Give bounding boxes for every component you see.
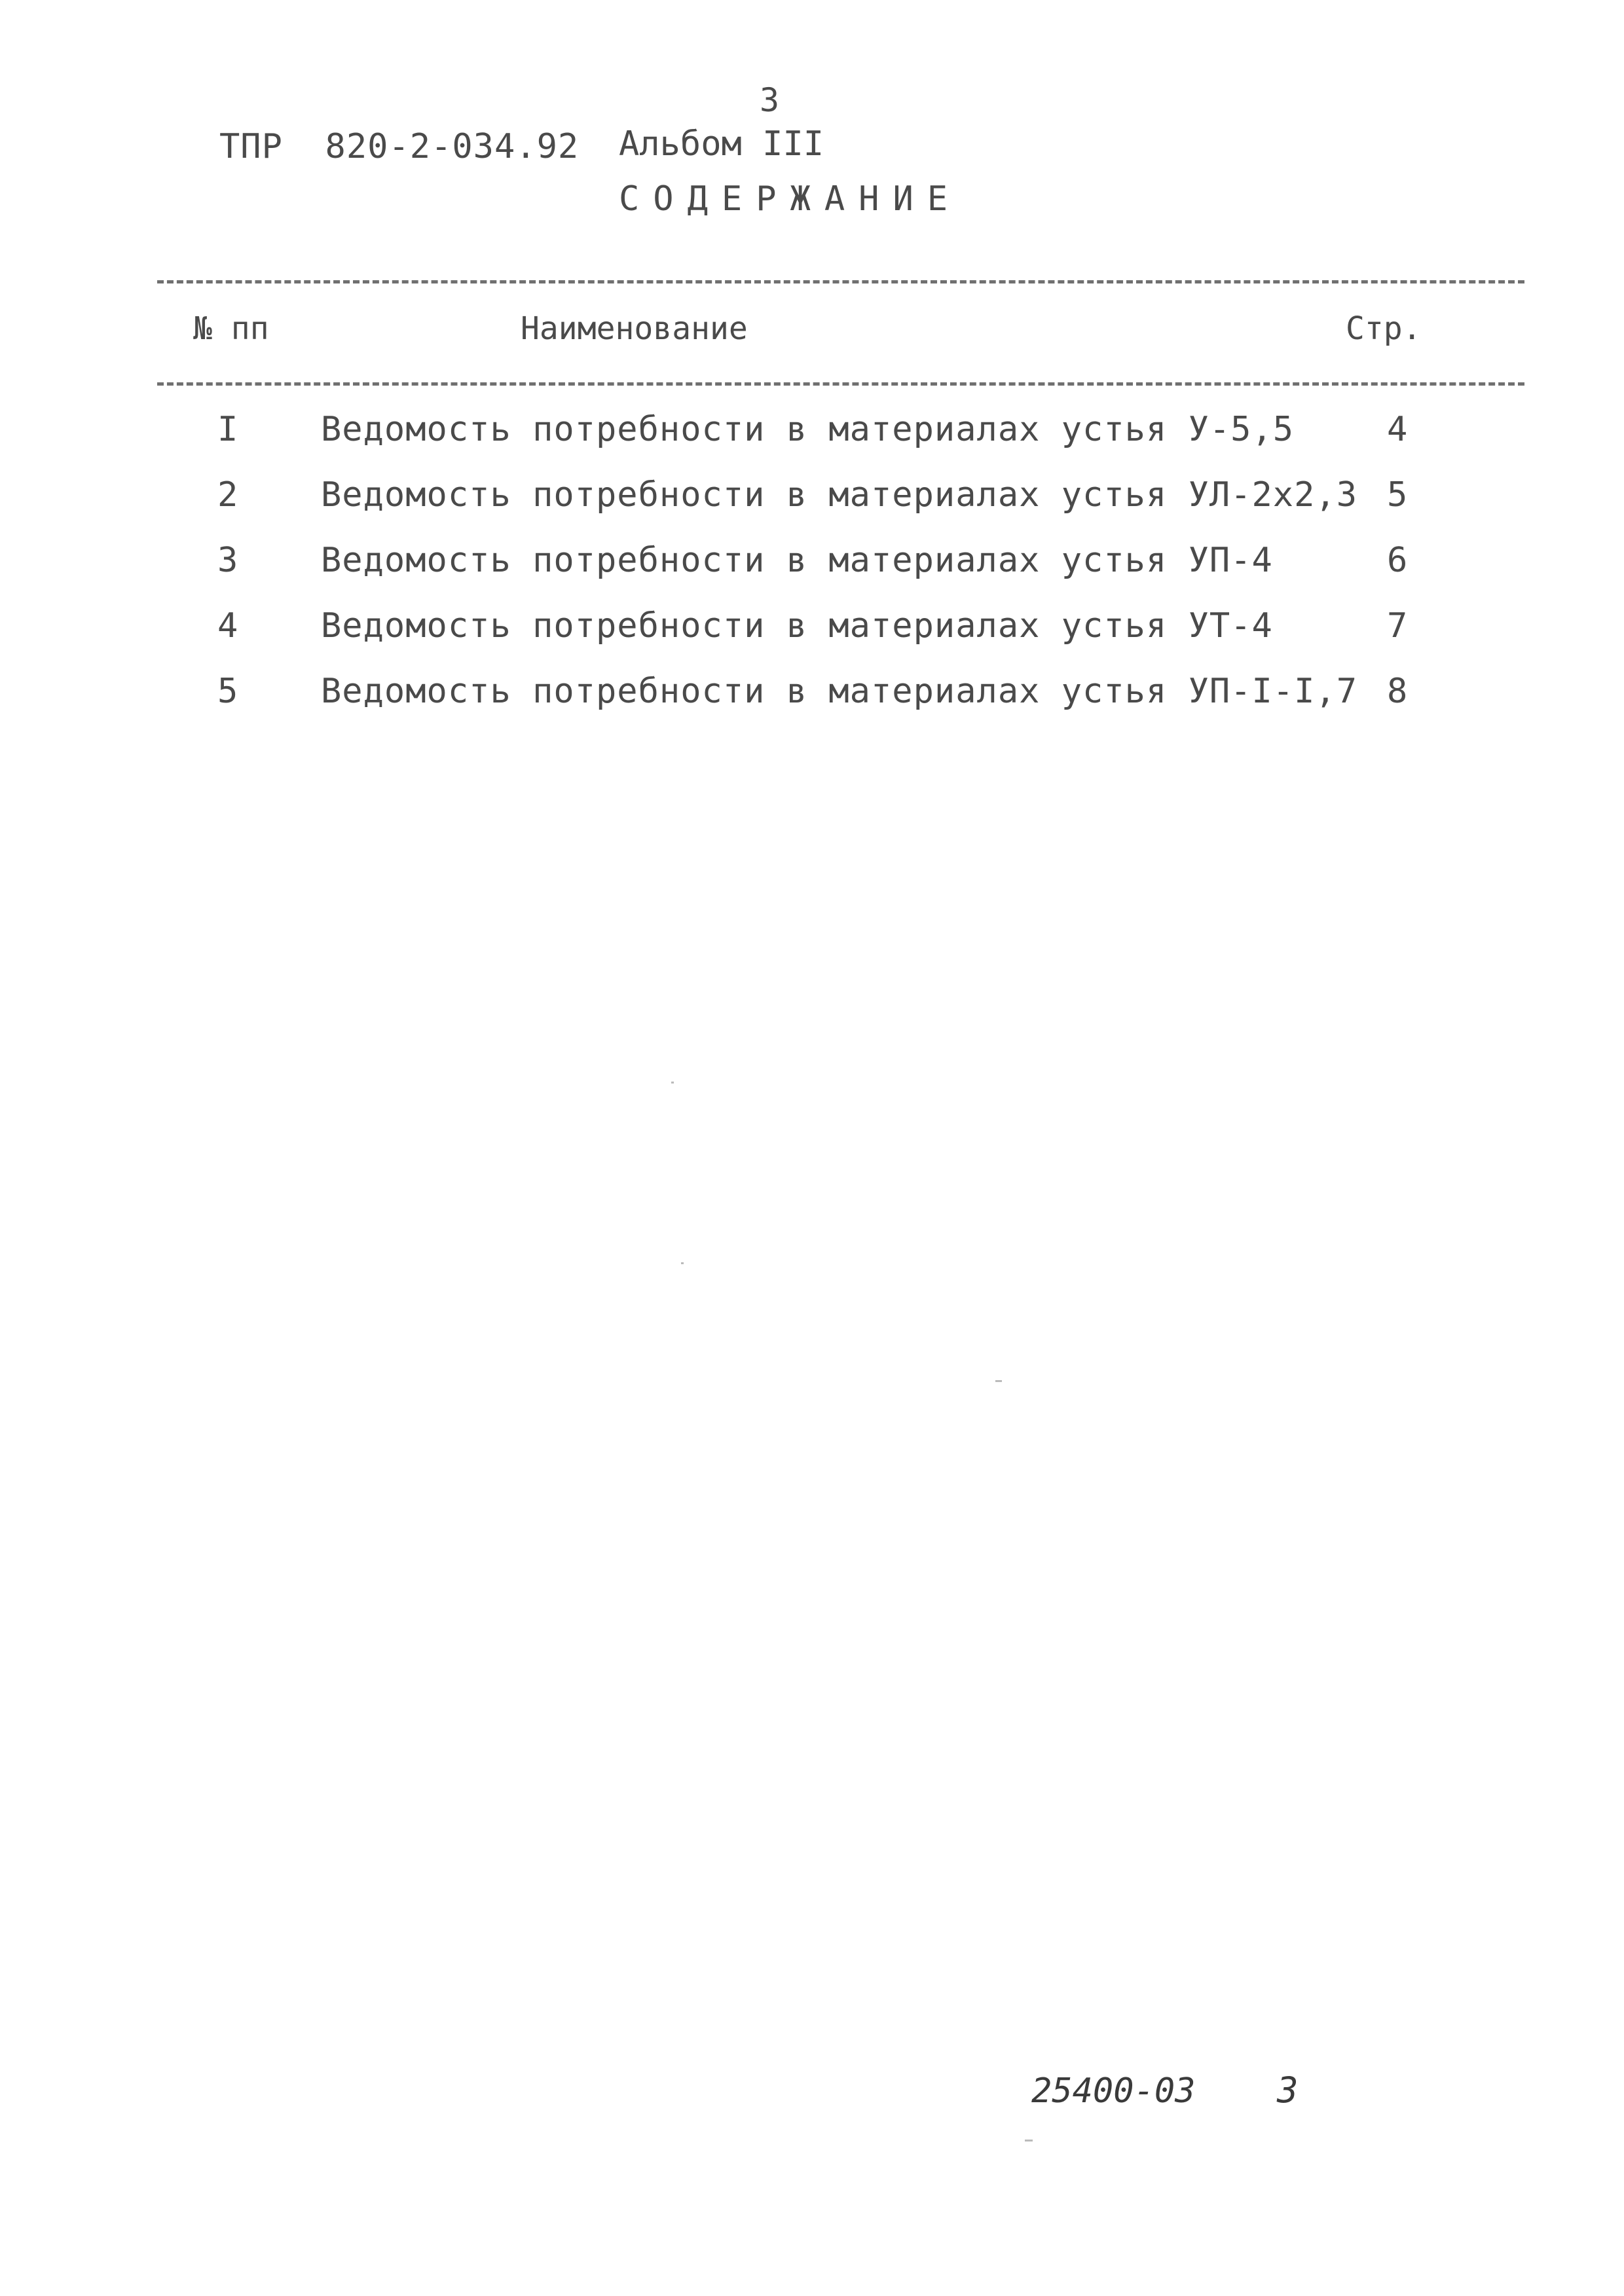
row-page: 5 bbox=[1387, 475, 1408, 515]
column-header-number: № пп bbox=[193, 310, 269, 347]
scan-speck bbox=[995, 1380, 1002, 1382]
scan-speck bbox=[671, 1082, 674, 1084]
column-header-name: Наименование bbox=[521, 310, 748, 347]
row-number: I bbox=[217, 410, 238, 449]
row-number: 3 bbox=[217, 541, 238, 580]
inventory-number: 25400-03 bbox=[1031, 2071, 1196, 2111]
row-name: Ведомость потребности в материалах устья УП-4 bbox=[321, 541, 1273, 580]
scan-speck bbox=[1025, 2140, 1033, 2141]
page-title: СОДЕРЖАНИЕ bbox=[619, 179, 962, 219]
album-label: Альбом III bbox=[619, 124, 824, 164]
table-row bbox=[0, 412, 1624, 478]
row-number: 5 bbox=[217, 672, 238, 711]
table-row bbox=[0, 543, 1624, 609]
page-number-bottom: 3 bbox=[1277, 2069, 1299, 2111]
document-code: ТПР 820-2-034.92 bbox=[219, 127, 580, 166]
row-page: 6 bbox=[1387, 541, 1408, 580]
row-page: 7 bbox=[1387, 606, 1408, 646]
row-number: 4 bbox=[217, 606, 238, 646]
row-name: Ведомость потребности в материалах устья УТ-4 bbox=[321, 606, 1273, 646]
row-name: Ведомость потребности в материалах устья У-5,5 bbox=[321, 410, 1295, 449]
row-page: 8 bbox=[1387, 672, 1408, 711]
table-top-rule bbox=[157, 280, 1524, 283]
row-page: 4 bbox=[1387, 410, 1408, 449]
table-row bbox=[0, 606, 1624, 674]
page-number-top: 3 bbox=[760, 81, 780, 119]
table-row bbox=[0, 674, 1624, 740]
table-header-rule bbox=[157, 382, 1524, 386]
table-row bbox=[0, 475, 1624, 543]
column-header-page: Стр. bbox=[1346, 310, 1422, 347]
row-name: Ведомость потребности в материалах устья УЛ-2х2,3 bbox=[321, 475, 1358, 515]
row-number: 2 bbox=[217, 475, 238, 515]
scan-speck bbox=[681, 1262, 684, 1264]
row-name: Ведомость потребности в материалах устья УП-I-I,7 bbox=[321, 672, 1358, 711]
